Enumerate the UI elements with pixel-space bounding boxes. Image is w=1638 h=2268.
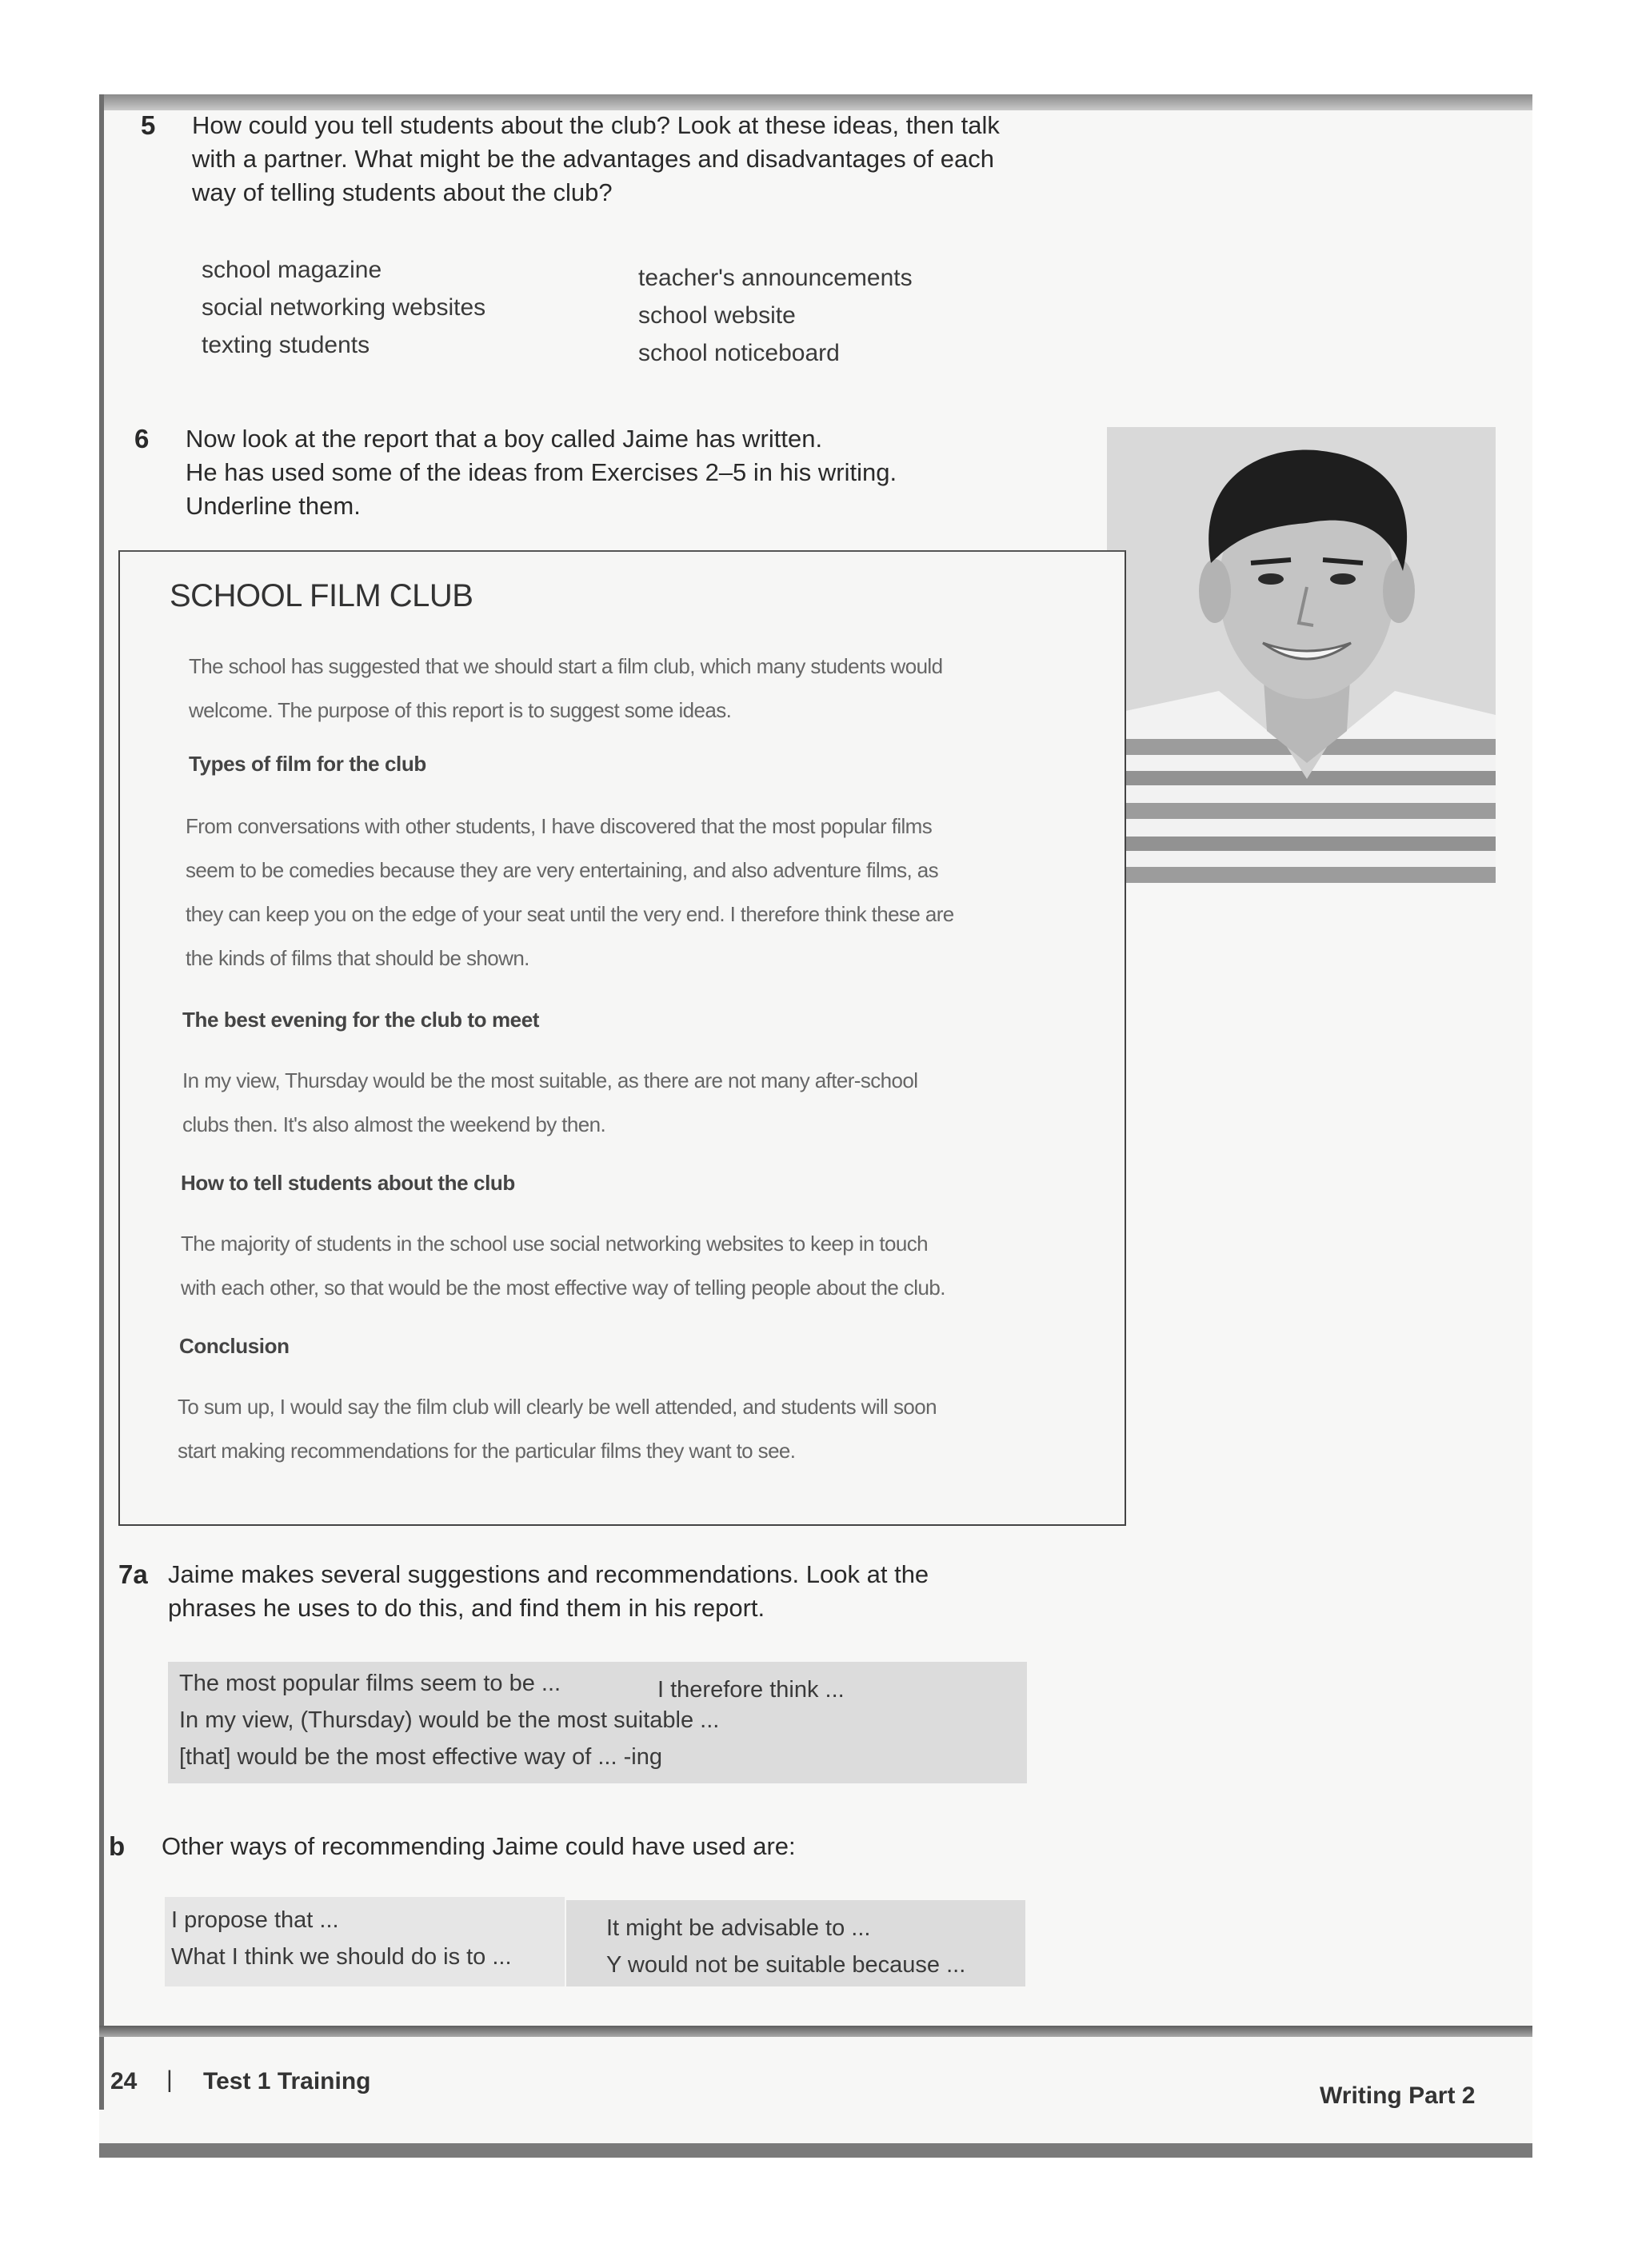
report-line: they can keep you on the edge of your seat until the very end. I therefore think these are	[186, 902, 954, 926]
idea-item: school noticeboard	[638, 340, 840, 366]
report-line: From conversations with other students, I have discovered that the most popular films	[186, 814, 933, 838]
footer-page-number: 24	[110, 2068, 138, 2094]
idea-item: texting students	[202, 332, 370, 358]
exercise-number: 7a	[118, 1559, 148, 1589]
exercise-number: 6	[134, 424, 150, 453]
report-intro	[189, 645, 1085, 733]
textbook-page	[99, 94, 1532, 2158]
instruction-line: Underline them.	[186, 492, 361, 520]
report-paragraph	[186, 805, 1081, 980]
report-line: seem to be comedies because they are very entertaining, and also adventure films, as	[186, 858, 939, 882]
report-paragraph	[178, 1385, 1073, 1473]
instruction-line: How could you tell students about the club? Look at these ideas, then talk	[192, 111, 1000, 139]
scan-top-edge	[99, 94, 1532, 110]
phrase-list-7b	[165, 1897, 1025, 1986]
report-heading: How to tell students about the club	[181, 1171, 515, 1195]
scan-bottom-shadow	[99, 2143, 1532, 2158]
idea-item: school website	[638, 302, 796, 329]
phrase-item: I therefore think ...	[657, 1677, 845, 1703]
instruction-line: Jaime makes several suggestions and recommendations. Look at the	[168, 1560, 929, 1588]
exercise-7b-instruction	[109, 1830, 1081, 1863]
exercise-7a-instruction	[118, 1558, 1088, 1625]
report-line: start making recommendations for the particular films they want to see.	[178, 1439, 796, 1463]
report-line: clubs then. It's also almost the weekend by then.	[182, 1112, 606, 1136]
phrase-item: In my view, (Thursday) would be the most suitable ...	[179, 1707, 720, 1733]
phrase-item: What I think we should do is to ...	[171, 1944, 512, 1970]
exercise-number: 5	[141, 110, 156, 140]
ideas-column-2	[638, 259, 913, 372]
report-line: The majority of students in the school use social networking websites to keep in touch	[181, 1232, 929, 1256]
exercise-6-instruction	[134, 422, 1105, 523]
report-paragraph	[181, 1222, 1077, 1310]
phrase-list-7a	[168, 1662, 1027, 1783]
phrase-item: It might be advisable to ...	[606, 1915, 871, 1941]
exercise-number: b	[109, 1831, 126, 1861]
footer-section-title: Test 1 Training	[203, 2068, 371, 2094]
ideas-column-1	[202, 251, 485, 364]
exercise-5-instruction	[141, 109, 1112, 210]
report-heading: Conclusion	[179, 1334, 290, 1358]
phrase-item: I propose that ...	[171, 1907, 339, 1933]
report-heading: Types of film for the club	[189, 752, 426, 776]
report-line: the kinds of films that should be shown.	[186, 946, 529, 970]
report-title: SCHOOL FILM CLUB	[170, 578, 473, 613]
boy-portrait-image	[1107, 427, 1496, 883]
phrase-item: The most popular films seem to be ...	[179, 1671, 561, 1696]
footer-separator: |	[166, 2066, 173, 2093]
phrase-item: Y would not be suitable because ...	[606, 1952, 966, 1978]
instruction-line: Now look at the report that a boy called Jaime has written.	[186, 425, 823, 453]
instruction-line: Other ways of recommending Jaime could have used are:	[162, 1832, 796, 1860]
instruction-line: phrases he uses to do this, and find them in his report.	[168, 1594, 765, 1622]
idea-item: social networking websites	[202, 294, 486, 321]
report-line: with each other, so that would be the most effective way of telling people about the club.	[181, 1276, 945, 1300]
instruction-line: He has used some of the ideas from Exercises 2–5 in his writing.	[186, 458, 897, 486]
footer-part-title: Writing Part 2	[1320, 2082, 1476, 2109]
phrase-item: [that] would be the most effective way of ... -ing	[179, 1744, 662, 1770]
idea-item: teacher's announcements	[638, 265, 913, 291]
report-line: The school has suggested that we should start a film club, which many students would	[189, 654, 943, 678]
report-line: welcome. The purpose of this report is to suggest some ideas.	[189, 698, 732, 722]
report-line: To sum up, I would say the film club will clearly be well attended, and students will soon	[178, 1395, 937, 1419]
idea-item: school magazine	[202, 257, 382, 283]
student-photo	[1107, 427, 1496, 883]
instruction-line: way of telling students about the club?	[192, 178, 613, 206]
report-heading: The best evening for the club to meet	[182, 1008, 540, 1032]
scan-left-edge	[99, 94, 104, 2110]
report-paragraph	[182, 1059, 1078, 1147]
report-line: In my view, Thursday would be the most suitable, as there are not many after-school	[182, 1068, 918, 1092]
instruction-line: with a partner. What might be the advantages and disadvantages of each	[192, 145, 994, 173]
scan-bottom-edge	[99, 2026, 1532, 2037]
